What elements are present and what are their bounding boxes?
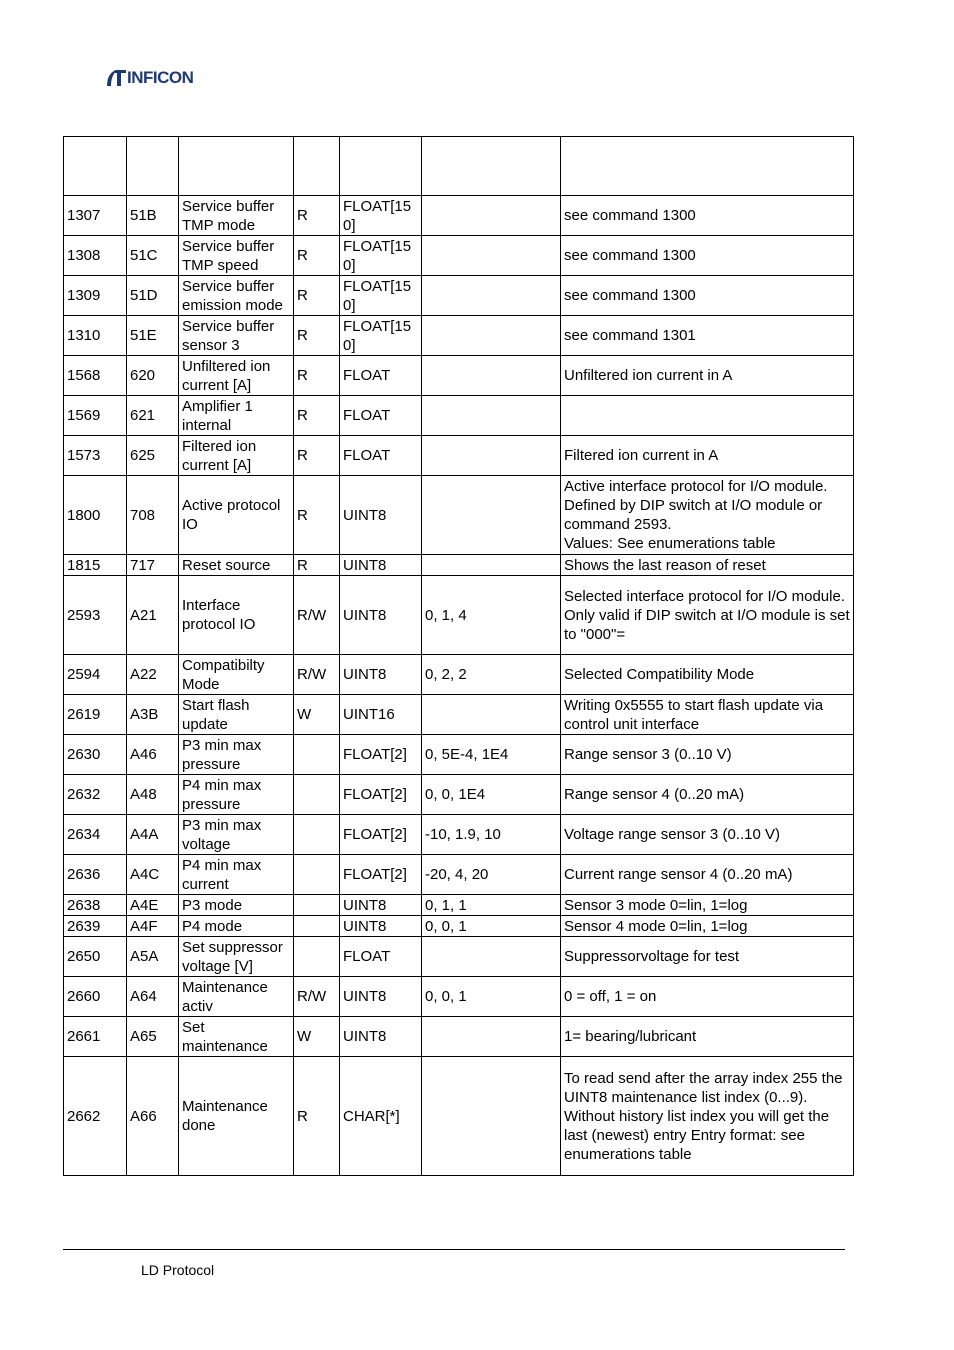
description-cell: Current range sensor 4 (0..20 mA): [561, 855, 854, 895]
range-cell: -20, 4, 20: [422, 855, 561, 895]
access-cell: [294, 735, 340, 775]
hex-cell: 625: [127, 436, 179, 476]
header-cell: [340, 137, 422, 196]
hex-cell: A5A: [127, 937, 179, 977]
range-cell: [422, 196, 561, 236]
name-cell: P3 mode: [179, 895, 294, 916]
range-cell: -10, 1.9, 10: [422, 815, 561, 855]
table-row: [64, 356, 854, 396]
range-cell: [422, 695, 561, 735]
range-cell: [422, 1017, 561, 1057]
table-row: [64, 196, 854, 236]
access-cell: [294, 855, 340, 895]
range-cell: [422, 236, 561, 276]
command-cell: 2660: [64, 977, 127, 1017]
description-cell: Filtered ion current in A: [561, 436, 854, 476]
access-cell: [294, 775, 340, 815]
hex-cell: A21: [127, 576, 179, 655]
hex-cell: A4E: [127, 895, 179, 916]
type-cell: FLOAT[2]: [340, 775, 422, 815]
name-cell: Start flash update: [179, 695, 294, 735]
command-cell: 2630: [64, 735, 127, 775]
command-cell: 2594: [64, 655, 127, 695]
range-cell: 0, 5E-4, 1E4: [422, 735, 561, 775]
access-cell: R: [294, 196, 340, 236]
access-cell: R: [294, 476, 340, 555]
parameter-table: [63, 136, 854, 1176]
range-cell: [422, 1057, 561, 1176]
table-row: [64, 775, 854, 815]
name-cell: Compatibilty Mode: [179, 655, 294, 695]
inficon-logo: [104, 66, 193, 90]
table-row: [64, 655, 854, 695]
access-cell: R: [294, 276, 340, 316]
hex-cell: 51C: [127, 236, 179, 276]
description-cell: [561, 396, 854, 436]
table-row: [64, 937, 854, 977]
name-cell: P3 min max voltage: [179, 815, 294, 855]
hex-cell: 51D: [127, 276, 179, 316]
table-row: [64, 476, 854, 555]
description-cell: see command 1300: [561, 276, 854, 316]
type-cell: FLOAT[2]: [340, 855, 422, 895]
name-cell: Service buffer emission mode: [179, 276, 294, 316]
description-cell: Suppressorvoltage for test: [561, 937, 854, 977]
command-cell: 1308: [64, 236, 127, 276]
header-cell: [422, 137, 561, 196]
footer-divider: [63, 1249, 845, 1250]
name-cell: Maintenance done: [179, 1057, 294, 1176]
header-cell: [127, 137, 179, 196]
access-cell: R: [294, 236, 340, 276]
range-cell: 0, 1, 1: [422, 895, 561, 916]
type-cell: FLOAT: [340, 436, 422, 476]
range-cell: 0, 0, 1E4: [422, 775, 561, 815]
command-cell: 2638: [64, 895, 127, 916]
hex-cell: 708: [127, 476, 179, 555]
hex-cell: A4F: [127, 916, 179, 937]
range-cell: [422, 555, 561, 576]
name-cell: Active protocol IO: [179, 476, 294, 555]
description-cell: Sensor 3 mode 0=lin, 1=log: [561, 895, 854, 916]
access-cell: R/W: [294, 655, 340, 695]
command-cell: 1307: [64, 196, 127, 236]
type-cell: FLOAT[150]: [340, 196, 422, 236]
description-cell: Selected interface protocol for I/O module. Only valid if DIP switch at I/O module is set to "000"=: [561, 576, 854, 655]
type-cell: UINT8: [340, 476, 422, 555]
description-cell: Writing 0x5555 to start flash update via control unit interface: [561, 695, 854, 735]
table-row: [64, 1017, 854, 1057]
hex-cell: 51B: [127, 196, 179, 236]
range-cell: 0, 0, 1: [422, 977, 561, 1017]
access-cell: R/W: [294, 977, 340, 1017]
command-cell: 2634: [64, 815, 127, 855]
access-cell: R: [294, 1057, 340, 1176]
range-cell: 0, 1, 4: [422, 576, 561, 655]
name-cell: Interface protocol IO: [179, 576, 294, 655]
description-cell: 0 = off, 1 = on: [561, 977, 854, 1017]
hex-cell: A3B: [127, 695, 179, 735]
description-cell: Selected Compatibility Mode: [561, 655, 854, 695]
table-row: [64, 1057, 854, 1176]
table-row: [64, 436, 854, 476]
hex-cell: A22: [127, 655, 179, 695]
hex-cell: A4C: [127, 855, 179, 895]
hex-cell: A46: [127, 735, 179, 775]
hex-cell: 620: [127, 356, 179, 396]
range-cell: [422, 476, 561, 555]
table-row: [64, 576, 854, 655]
access-cell: [294, 895, 340, 916]
type-cell: FLOAT[150]: [340, 236, 422, 276]
type-cell: FLOAT[2]: [340, 735, 422, 775]
table-row: [64, 977, 854, 1017]
description-cell: see command 1300: [561, 236, 854, 276]
access-cell: W: [294, 1017, 340, 1057]
table-body: [64, 137, 854, 1176]
type-cell: FLOAT[2]: [340, 815, 422, 855]
name-cell: P3 min max pressure: [179, 735, 294, 775]
name-cell: Set suppressor voltage [V]: [179, 937, 294, 977]
description-cell: Range sensor 3 (0..10 V): [561, 735, 854, 775]
type-cell: UINT8: [340, 576, 422, 655]
hex-cell: 621: [127, 396, 179, 436]
access-cell: R: [294, 555, 340, 576]
table-row: [64, 815, 854, 855]
name-cell: P4 mode: [179, 916, 294, 937]
type-cell: UINT8: [340, 916, 422, 937]
header-cell: [64, 137, 127, 196]
type-cell: UINT8: [340, 977, 422, 1017]
description-cell: Voltage range sensor 3 (0..10 V): [561, 815, 854, 855]
hex-cell: 717: [127, 555, 179, 576]
type-cell: FLOAT[150]: [340, 276, 422, 316]
range-cell: [422, 436, 561, 476]
command-cell: 1309: [64, 276, 127, 316]
name-cell: Service buffer TMP mode: [179, 196, 294, 236]
table-row: [64, 396, 854, 436]
table-row: [64, 855, 854, 895]
command-cell: 1568: [64, 356, 127, 396]
type-cell: CHAR[*]: [340, 1057, 422, 1176]
table-row: [64, 895, 854, 916]
description-cell: Range sensor 4 (0..20 mA): [561, 775, 854, 815]
description-cell: 1= bearing/lubricant: [561, 1017, 854, 1057]
description-cell: Unfiltered ion current in A: [561, 356, 854, 396]
table-header-row: [64, 137, 854, 196]
name-cell: Unfiltered ion current [A]: [179, 356, 294, 396]
access-cell: W: [294, 695, 340, 735]
command-cell: 2632: [64, 775, 127, 815]
header-cell: [179, 137, 294, 196]
range-cell: [422, 356, 561, 396]
command-cell: 2619: [64, 695, 127, 735]
type-cell: UINT8: [340, 895, 422, 916]
type-cell: FLOAT: [340, 396, 422, 436]
description-cell: Shows the last reason of reset: [561, 555, 854, 576]
command-cell: 2650: [64, 937, 127, 977]
type-cell: UINT16: [340, 695, 422, 735]
name-cell: Service buffer sensor 3: [179, 316, 294, 356]
hex-cell: A4A: [127, 815, 179, 855]
command-cell: 1573: [64, 436, 127, 476]
header-cell: [561, 137, 854, 196]
description-cell: see command 1301: [561, 316, 854, 356]
footer-title: LD Protocol: [141, 1262, 215, 1278]
logo-text: INFICON: [127, 68, 194, 87]
description-cell: Active interface protocol for I/O module. Defined by DIP switch at I/O module or command 2593. Values: See enumerations table: [561, 476, 854, 555]
range-cell: 0, 2, 2: [422, 655, 561, 695]
header-cell: [294, 137, 340, 196]
command-cell: 2593: [64, 576, 127, 655]
access-cell: [294, 916, 340, 937]
table-row: [64, 916, 854, 937]
table-row: [64, 276, 854, 316]
name-cell: Reset source: [179, 555, 294, 576]
table-row: [64, 316, 854, 356]
description-cell: see command 1300: [561, 196, 854, 236]
range-cell: [422, 937, 561, 977]
command-cell: 1815: [64, 555, 127, 576]
range-cell: [422, 396, 561, 436]
access-cell: [294, 937, 340, 977]
type-cell: FLOAT: [340, 937, 422, 977]
access-cell: R: [294, 396, 340, 436]
inficon-logo-icon: [104, 68, 126, 88]
table-row: [64, 236, 854, 276]
hex-cell: A48: [127, 775, 179, 815]
name-cell: Filtered ion current [A]: [179, 436, 294, 476]
access-cell: R: [294, 316, 340, 356]
type-cell: UINT8: [340, 655, 422, 695]
command-cell: 2639: [64, 916, 127, 937]
hex-cell: A64: [127, 977, 179, 1017]
name-cell: Service buffer TMP speed: [179, 236, 294, 276]
table-row: [64, 555, 854, 576]
name-cell: Maintenance activ: [179, 977, 294, 1017]
command-cell: 1310: [64, 316, 127, 356]
command-cell: 2661: [64, 1017, 127, 1057]
hex-cell: 51E: [127, 316, 179, 356]
type-cell: UINT8: [340, 1017, 422, 1057]
hex-cell: A65: [127, 1017, 179, 1057]
range-cell: [422, 276, 561, 316]
access-cell: R/W: [294, 576, 340, 655]
description-cell: To read send after the array index 255 the UINT8 maintenance list index (0...9). Without history list index you will get the last (newest) entry Entry format: see enumerations table: [561, 1057, 854, 1176]
hex-cell: A66: [127, 1057, 179, 1176]
description-cell: Sensor 4 mode 0=lin, 1=log: [561, 916, 854, 937]
type-cell: FLOAT: [340, 356, 422, 396]
name-cell: P4 min max pressure: [179, 775, 294, 815]
access-cell: R: [294, 356, 340, 396]
command-cell: 1800: [64, 476, 127, 555]
command-cell: 2636: [64, 855, 127, 895]
name-cell: Set maintenance: [179, 1017, 294, 1057]
range-cell: 0, 0, 1: [422, 916, 561, 937]
range-cell: [422, 316, 561, 356]
table-row: [64, 735, 854, 775]
table-row: [64, 695, 854, 735]
name-cell: Amplifier 1 internal: [179, 396, 294, 436]
command-cell: 2662: [64, 1057, 127, 1176]
type-cell: FLOAT[150]: [340, 316, 422, 356]
access-cell: [294, 815, 340, 855]
type-cell: UINT8: [340, 555, 422, 576]
name-cell: P4 min max current: [179, 855, 294, 895]
command-cell: 1569: [64, 396, 127, 436]
access-cell: R: [294, 436, 340, 476]
